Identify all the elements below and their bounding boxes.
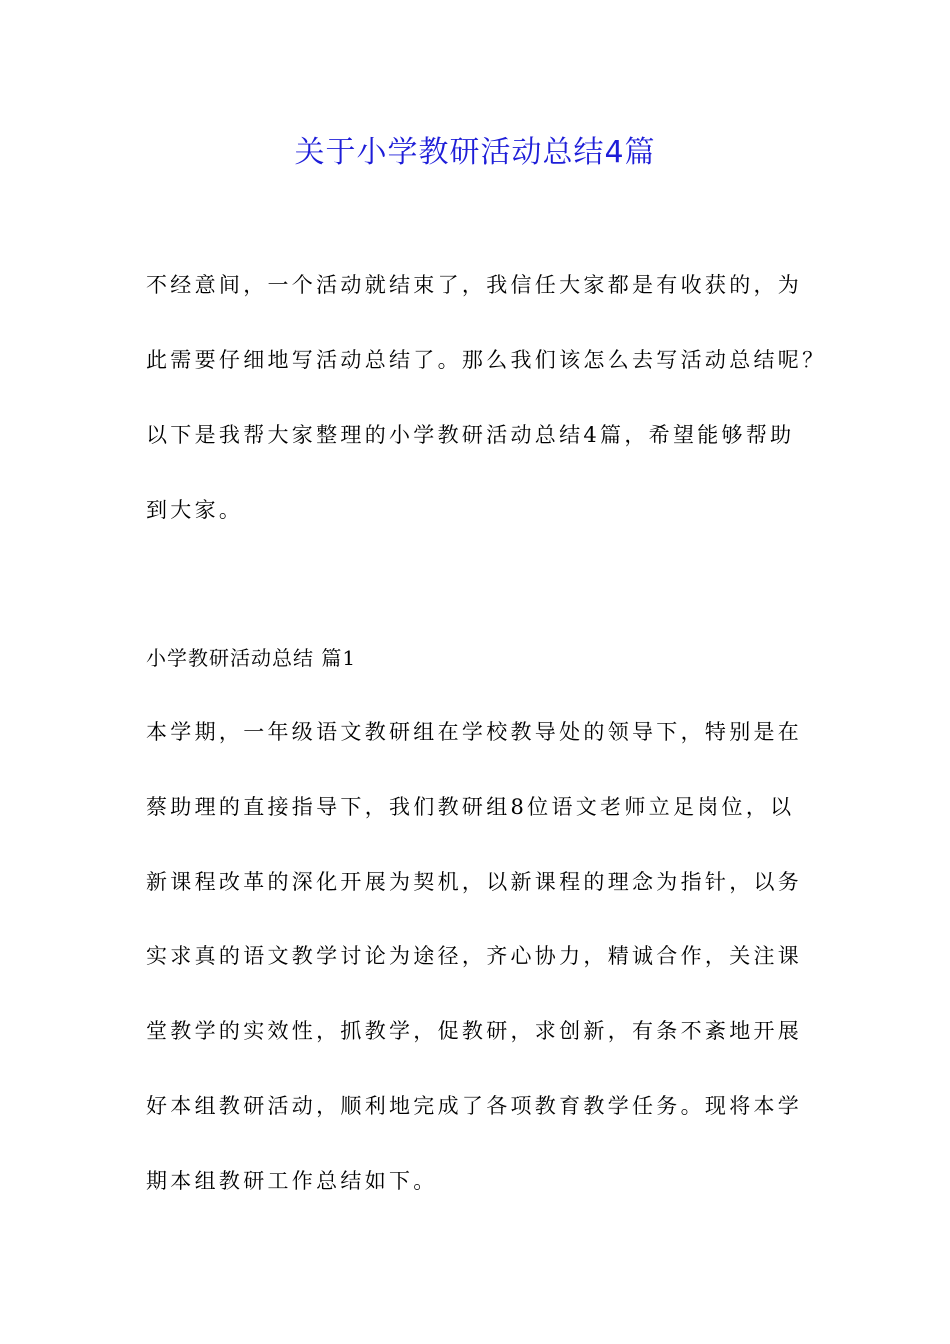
document-title: 关于小学教研活动总结4篇 xyxy=(294,135,656,170)
intro-line-2: 此需要仔细地写活动总结了。那么我们该怎么去写活动总结呢？ xyxy=(146,348,827,372)
section-line-3: 新课程改革的深化开展为契机，以新课程的理念为指针，以务 xyxy=(146,870,803,894)
section-line-5: 堂教学的实效性，抓教学，促教研，求创新，有条不紊地开展 xyxy=(146,1019,803,1043)
section-line-2: 蔡助理的直接指导下，我们教研组8位语文老师立足岗位，以 xyxy=(146,795,795,819)
intro-line-4: 到大家。 xyxy=(146,498,244,522)
intro-line-3: 以下是我帮大家整理的小学教研活动总结4篇，希望能够帮助 xyxy=(146,423,795,447)
section-line-6: 好本组教研活动，顺利地完成了各项教育教学任务。现将本学 xyxy=(146,1094,803,1118)
section-line-7: 期本组教研工作总结如下。 xyxy=(146,1169,438,1193)
intro-line-1: 不经意间，一个活动就结束了，我信任大家都是有收获的，为 xyxy=(146,273,803,297)
section-heading: 小学教研活动总结 篇1 xyxy=(146,646,357,670)
section-line-1: 本学期，一年级语文教研组在学校教导处的领导下，特别是在 xyxy=(146,720,803,744)
section-line-4: 实求真的语文教学讨论为途径，齐心协力，精诚合作，关注课 xyxy=(146,944,803,968)
